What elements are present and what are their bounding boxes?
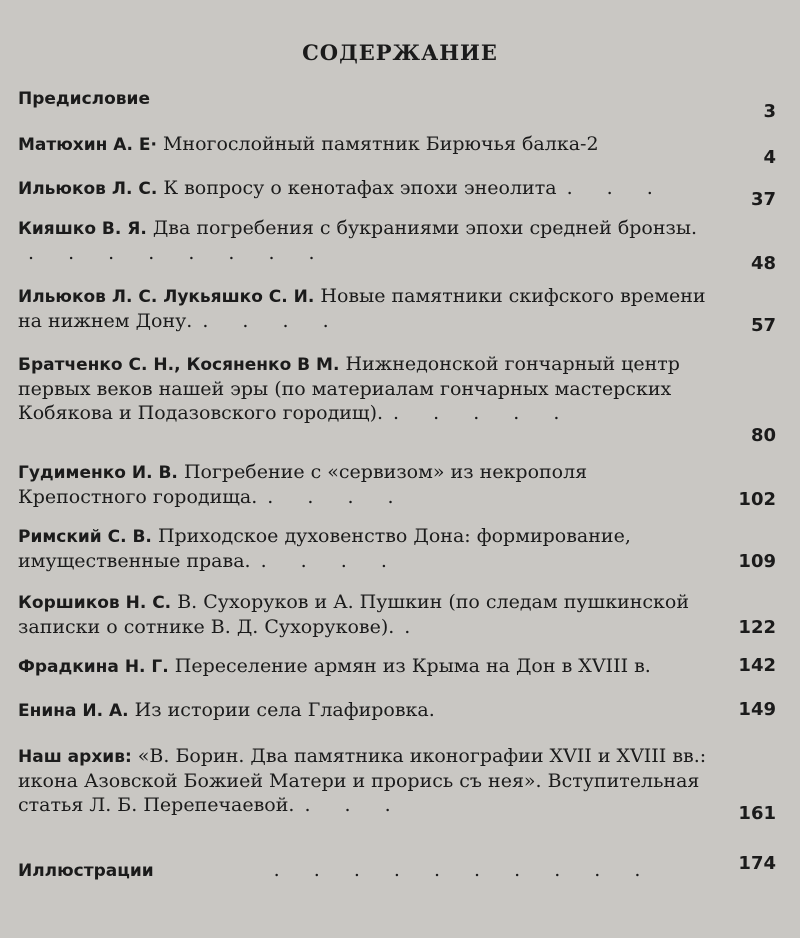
entry-page: 109 xyxy=(738,551,776,572)
toc-entry xyxy=(18,654,788,679)
entry-page: 3 xyxy=(763,101,776,122)
entry-author: Коршиков Н. С. xyxy=(18,593,172,613)
entry-author: Кияшко В. Я. xyxy=(18,219,147,239)
leader-dots: . . . xyxy=(566,177,667,199)
entry-title: Переселение армян из Крыма на Дон в XVIII в. xyxy=(174,655,651,677)
leader-dots: . . . . xyxy=(260,550,401,572)
leader-dots: . . . . xyxy=(267,486,408,508)
toc-entry xyxy=(18,132,788,168)
entry-title: Погребение с «сервизом» из некрополя Крепостного городища. xyxy=(18,461,588,508)
entry-page: 174 xyxy=(738,853,776,874)
toc-entry xyxy=(18,176,788,210)
entry-page: 149 xyxy=(738,699,776,720)
entry-page: 80 xyxy=(750,425,776,446)
entry-page: 4 xyxy=(763,147,776,168)
entry-author: Ильюков Л. С. Лукьяшко С. И. xyxy=(18,287,315,307)
toc-entry xyxy=(18,216,788,274)
entry-page: 102 xyxy=(738,489,776,510)
entry-title: Нижнедонской гончарный центр первых веков нашей эры (по материалам гончарных мастерских Кобякова и Подазовского городищ). xyxy=(18,353,680,424)
toc-entry xyxy=(18,284,788,336)
entry-title: К вопросу о кенотафах эпохи энеолита xyxy=(163,177,557,199)
page-title: СОДЕРЖАНИЕ xyxy=(302,40,498,65)
entry-title: Многослойный памятник Бирючья балка-2 xyxy=(162,133,599,155)
toc-entry xyxy=(18,590,788,639)
toc-entry xyxy=(18,744,788,824)
entry-title: «В. Борин. Два памятника иконографии XVII и XVIII вв.: икона Азовской Божией Матери и прорись съ нея». Вступительная статья Л. Б. Перепечаевой. xyxy=(18,745,707,816)
entry-page: 37 xyxy=(750,189,776,210)
leader-dots: . xyxy=(404,616,425,638)
entry-author: Братченко С. Н., Косяненко В М. xyxy=(18,355,340,375)
toc-entry-preface xyxy=(18,86,788,122)
entry-author: Римский С. В. xyxy=(18,527,152,547)
toc-entry-illustrations xyxy=(18,853,788,883)
entry-author: Енина И. А. xyxy=(18,701,129,721)
toc-entry xyxy=(18,524,788,573)
entry-author: Предисловие xyxy=(18,89,150,109)
leader-dots: . . . . xyxy=(202,310,343,332)
entry-title: Из истории села Глафировка. xyxy=(134,699,435,721)
leader-dots: . . . xyxy=(304,794,405,816)
entry-page: 161 xyxy=(738,803,776,824)
entry-page: 48 xyxy=(750,253,776,274)
leader-dots: . . . . . xyxy=(393,402,574,424)
entry-page: 57 xyxy=(750,315,776,336)
leader-dots: . . . . . . . . xyxy=(28,242,329,264)
leader-dots: . . . . . . . . . . xyxy=(273,859,655,881)
entry-title: Новые памятники скифского времени на нижнем Дону. xyxy=(18,285,706,332)
entry-author: Фрадкина Н. Г. xyxy=(18,657,169,677)
entry-page: 142 xyxy=(738,655,776,676)
entry-page: 122 xyxy=(738,617,776,638)
entry-title: Два погребения с букраниями эпохи средней бронзы. xyxy=(152,217,698,239)
toc-entry xyxy=(18,352,788,446)
toc-entry xyxy=(18,698,788,723)
entry-author: Матюхин А. Е· xyxy=(18,135,157,155)
entry-title: В. Сухоруков и А. Пушкин (по следам пушкинской записки о сотнике В. Д. Сухорукове). xyxy=(18,591,690,638)
entry-author: Иллюстрации xyxy=(18,861,154,881)
entry-author: Наш архив: xyxy=(18,747,132,767)
toc-entry xyxy=(18,460,788,509)
entry-title: Приходское духовенство Дона: формирование, имущественные права. xyxy=(18,525,631,572)
entry-author: Гудименко И. В. xyxy=(18,463,178,483)
entry-author: Ильюков Л. С. xyxy=(18,179,158,199)
